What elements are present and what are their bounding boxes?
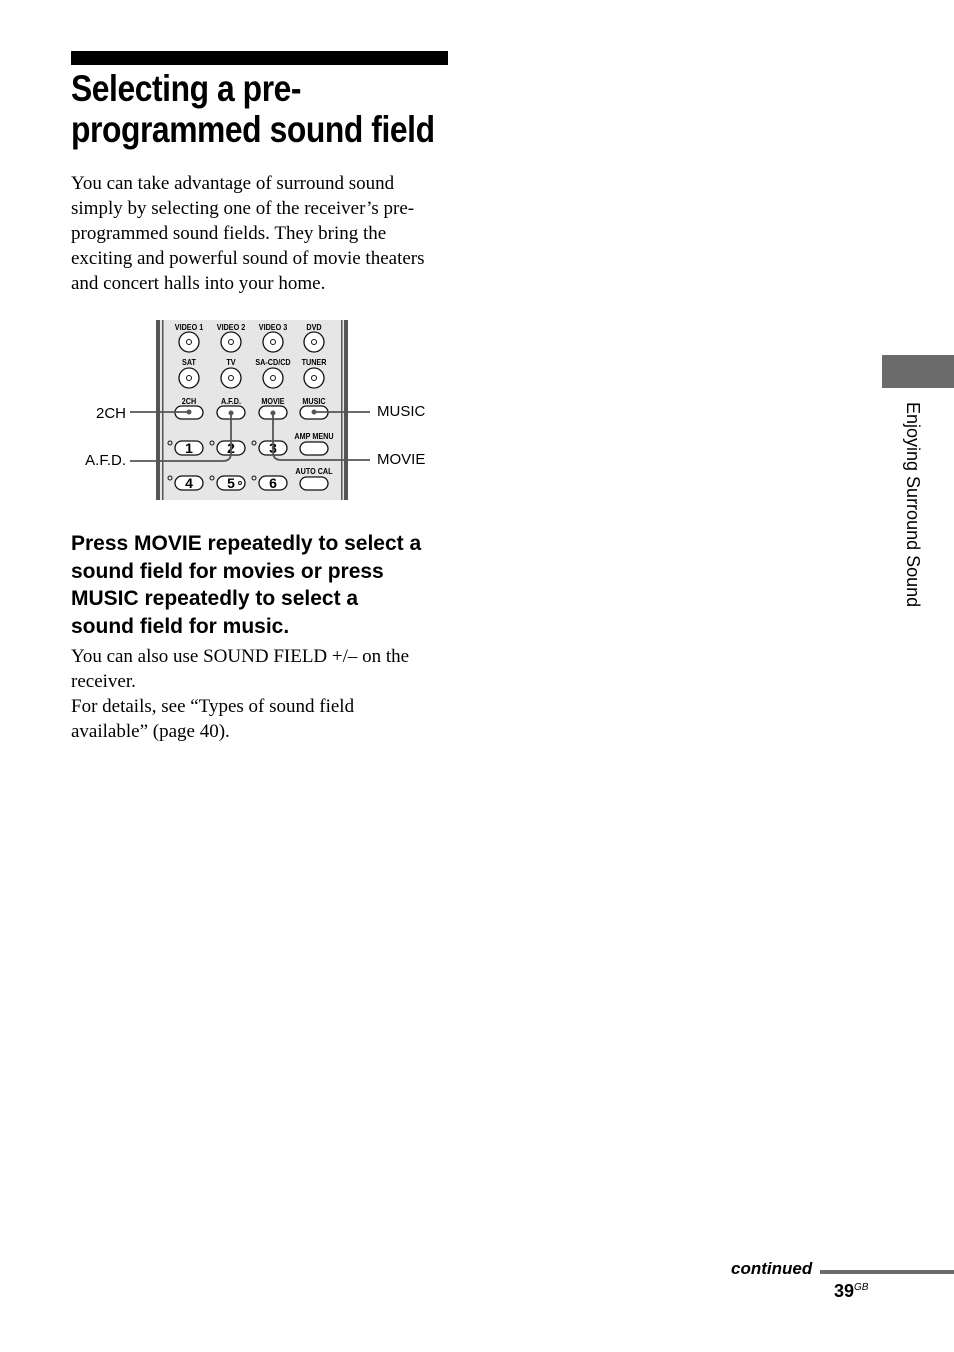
remote-label-auto-cal: AUTO CAL <box>295 466 333 477</box>
remote-label-movie: MOVIE <box>261 396 285 407</box>
note-line: For details, see “Types of sound field <box>71 696 355 717</box>
auto-cal-button[interactable] <box>300 477 328 490</box>
digit-6-label: 6 <box>269 475 277 491</box>
remote-label-video1: VIDEO 1 <box>174 322 204 333</box>
intro-line: programmed sound fields. They bring the <box>71 223 387 244</box>
remote-edge-left <box>156 320 160 500</box>
remote-label-dvd: DVD <box>306 322 322 333</box>
note-line: available” (page 40). <box>71 721 230 742</box>
digit-1-label: 1 <box>185 440 193 456</box>
callout-label-movie: MOVIE <box>377 451 426 468</box>
remote-label-video3: VIDEO 3 <box>258 322 288 333</box>
note-details <box>71 694 451 744</box>
intro-paragraph <box>71 171 451 296</box>
continued-label: continued <box>731 1259 813 1278</box>
page-number <box>834 1281 868 1302</box>
remote-label-amp-menu: AMP MENU <box>294 431 334 442</box>
section-label: Enjoying Surround Sound <box>903 402 923 608</box>
remote-label-video2: VIDEO 2 <box>216 322 246 333</box>
video1-button[interactable] <box>179 332 199 352</box>
title-line: Selecting a pre- <box>71 68 302 109</box>
digit-3-label: 3 <box>269 440 277 456</box>
note-receiver <box>71 644 451 694</box>
intro-line: You can take advantage of surround sound <box>71 173 395 194</box>
page-number-suffix: GB <box>854 1282 869 1293</box>
sacd-button[interactable] <box>263 368 283 388</box>
title-rule <box>71 51 448 65</box>
remote-edge-right <box>344 320 348 500</box>
callout-dot <box>187 410 192 415</box>
tv-button[interactable] <box>221 368 241 388</box>
callout-dot <box>312 410 317 415</box>
remote-illustration <box>80 318 440 502</box>
callout-label-2ch: 2CH <box>95 405 126 422</box>
remote-label-afd: A.F.D. <box>220 396 242 407</box>
note-line: You can also use SOUND FIELD +/– on the <box>71 646 410 667</box>
note-line: receiver. <box>71 671 136 692</box>
step-notes <box>71 644 451 744</box>
remote-edge-right-inner <box>341 320 343 500</box>
digit-4-label: 4 <box>185 475 193 491</box>
video2-button[interactable] <box>221 332 241 352</box>
remote-edge-left-inner <box>162 320 164 500</box>
remote-label-sat: SAT <box>182 357 196 368</box>
step-line: sound field for music. <box>71 614 290 638</box>
page-number-value: 39 <box>834 1281 855 1301</box>
callout-dot <box>229 411 234 416</box>
page-title <box>71 68 435 150</box>
step-instruction <box>71 530 451 640</box>
remote-label-2ch: 2CH <box>181 396 197 407</box>
sat-button[interactable] <box>179 368 199 388</box>
callout-dot <box>271 411 276 416</box>
video3-button[interactable] <box>263 332 283 352</box>
remote-label-sacd: SA-CD/CD <box>255 357 291 368</box>
remote-label-tv: TV <box>226 357 236 368</box>
callout-label-afd: A.F.D. <box>85 452 126 469</box>
digit-5-label: 5 <box>227 475 235 491</box>
title-line: programmed sound field <box>71 109 435 150</box>
intro-line: simply by selecting one of the receiver’s pre- <box>71 198 415 219</box>
amp-menu-button[interactable] <box>300 442 328 455</box>
remote-label-music: MUSIC <box>302 396 326 407</box>
step-line: sound field for movies or press <box>71 559 384 583</box>
dvd-button[interactable] <box>304 332 324 352</box>
digit-2-label: 2 <box>227 440 235 456</box>
intro-line: and concert halls into your home. <box>71 273 326 294</box>
step-line: MUSIC repeatedly to select a <box>71 587 359 610</box>
section-tab <box>882 355 954 388</box>
remote-label-tuner: TUNER <box>301 357 327 368</box>
continued-rule <box>820 1270 954 1274</box>
tuner-button[interactable] <box>304 368 324 388</box>
step-line: Press MOVIE repeatedly to select a <box>71 532 422 555</box>
intro-line: exciting and powerful sound of movie theaters <box>71 248 425 269</box>
callout-label-music: MUSIC <box>377 403 426 420</box>
